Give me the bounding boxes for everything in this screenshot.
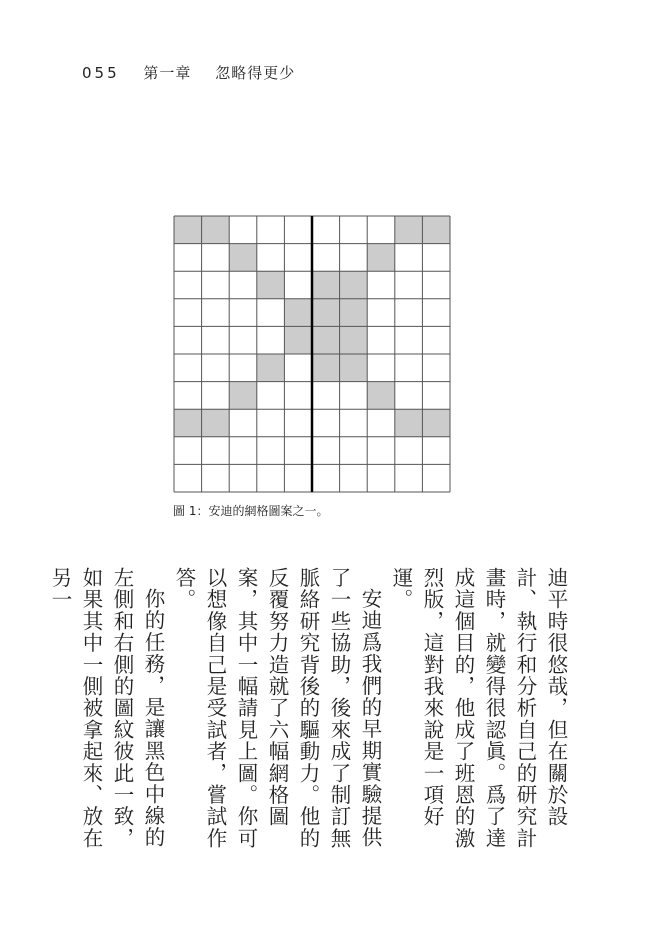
shaded-cell — [312, 354, 340, 382]
body-text — [44, 567, 571, 867]
page-header — [82, 62, 295, 83]
shaded-cell — [340, 354, 368, 382]
shaded-cell — [257, 271, 285, 299]
shaded-cell — [229, 382, 257, 410]
paragraph-2: 安迪爲我們的早期實驗提供了一些協助，後來成了制訂無脈絡研究背後的驅動力。他的反覆努力造就了六幅網格圖案，其中一幅請見上圖。你可以想像自己是受試者，嘗試作答。 — [172, 567, 382, 850]
shaded-cell — [422, 216, 450, 244]
shaded-cell — [174, 216, 202, 244]
shaded-cell — [202, 216, 230, 244]
page-number: 055 — [82, 64, 120, 82]
shaded-cell — [174, 409, 202, 437]
shaded-cell — [367, 244, 395, 272]
shaded-cell — [284, 326, 312, 354]
shaded-cell — [340, 299, 368, 327]
shaded-cell — [422, 409, 450, 437]
grid-figure — [173, 215, 451, 493]
shaded-cell — [312, 271, 340, 299]
shaded-cell — [395, 216, 423, 244]
chapter-title: 忽略得更少 — [215, 64, 296, 82]
shaded-cell — [312, 326, 340, 354]
shaded-cell — [340, 271, 368, 299]
shaded-cell — [367, 382, 395, 410]
figure-caption: 圖 1：安迪的網格圖案之一。 — [173, 504, 329, 518]
chapter-label: 第一章 — [143, 64, 192, 82]
shaded-cell — [202, 409, 230, 437]
shaded-cell — [257, 354, 285, 382]
paragraph-1: 迪平時很悠哉，但在關於設計、執行和分析自己的研究計畫時，就變得很認眞。爲了達成這個目的，他成了班恩的激烈版，這對我來說是一項好運。 — [389, 567, 568, 850]
paragraph-3: 你的任務，是讓黑色中線的左側和右側的圖紋彼此一致，如果其中一側被拿起來、放在另一 — [48, 567, 165, 850]
shaded-cell — [284, 299, 312, 327]
shaded-cell — [312, 299, 340, 327]
shaded-cell — [340, 326, 368, 354]
shaded-cell — [395, 409, 423, 437]
shaded-cell — [229, 244, 257, 272]
